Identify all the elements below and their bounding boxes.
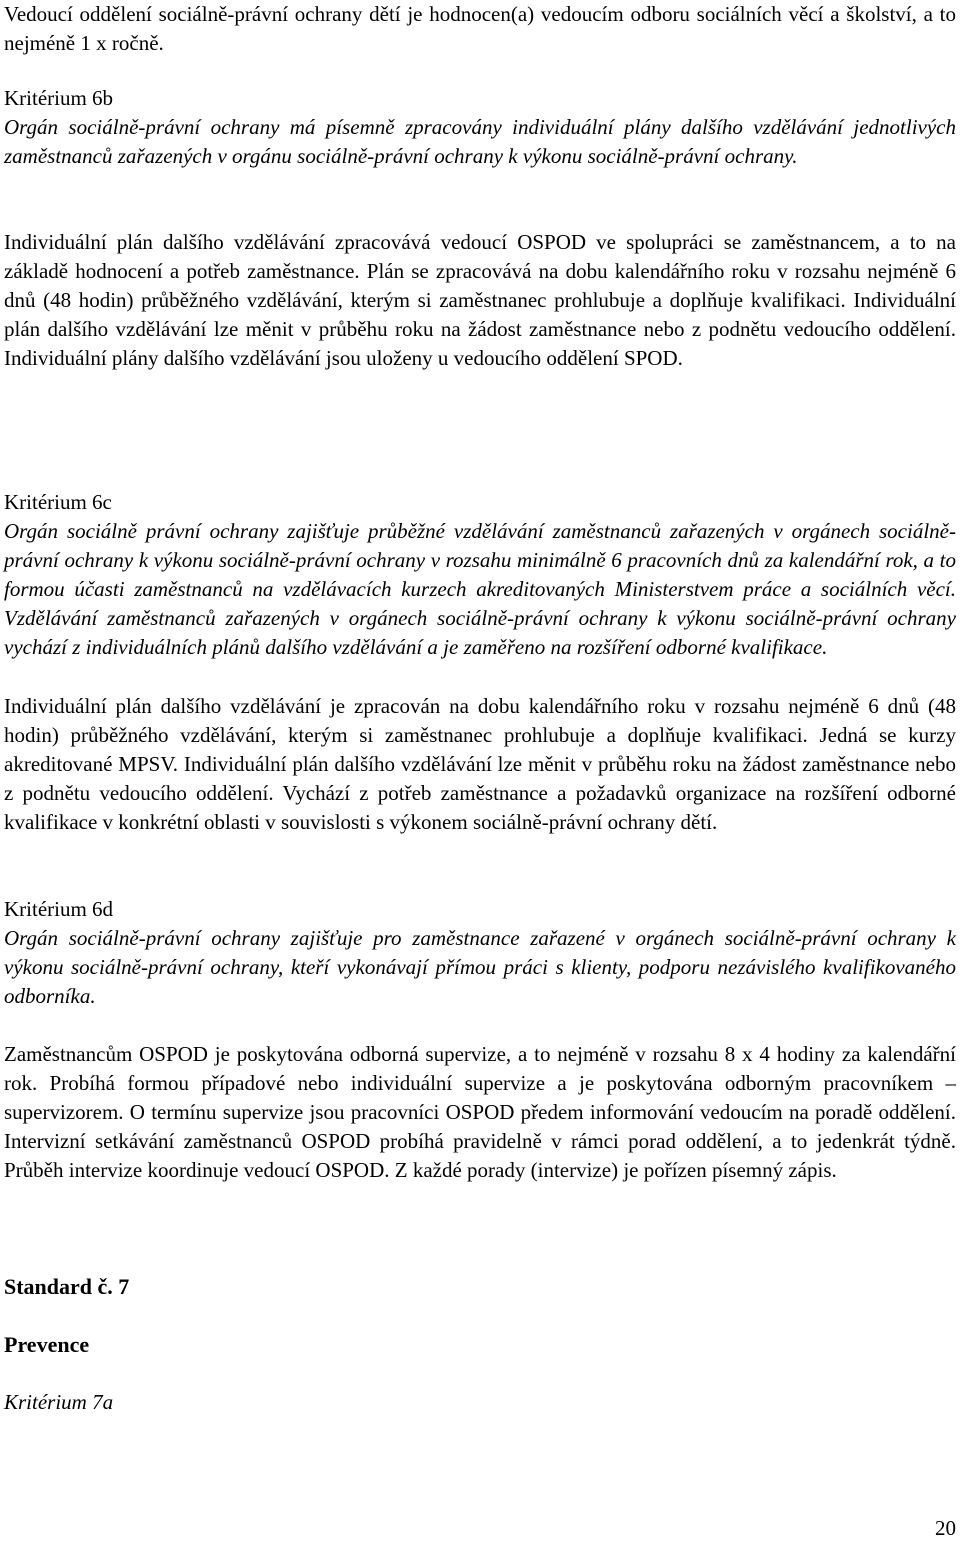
criterion-6d <box>4 895 956 1011</box>
criterion-6d-text: Zaměstnancům OSPOD je poskytována odborná supervize, a to nejméně v rozsahu 8 x 4 hodiny za kalendářní rok. Probíhá formou případové nebo individuální supervize a je poskytována odborným pracovníkem – supervizorem. O termínu supervize jsou pracovníci OSPOD předem informování vedoucím na poradě oddělení. Intervizní setkávání zaměstnanců OSPOD probíhá pravidelně v rámci porad oddělení, a to jedenkrát týdně. Průběh intervize koordinuje vedoucí OSPOD. Z každé porady (intervize) je pořízen písemný zápis. <box>4 1042 956 1182</box>
criterion-6d-statement: Orgán sociálně-právní ochrany zajišťuje pro zaměstnance zařazené v orgánech sociálně-právní ochrany k výkonu sociálně-právní ochrany, kteří vykonávají přímou práci s klienty, podporu nezávislého kvalifikovaného odborníka. <box>4 926 956 1008</box>
criterion-7a-heading: Kritérium 7a <box>4 1390 114 1414</box>
criterion-6d-heading: Kritérium 6d <box>4 897 114 921</box>
criterion-6b <box>4 84 956 171</box>
criterion-6b-heading: Kritérium 6b <box>4 86 114 110</box>
criterion-6c-heading: Kritérium 6c <box>4 490 112 514</box>
page-number: 20 <box>935 1516 956 1540</box>
criterion-6b-statement: Orgán sociálně-právní ochrany má písemně zpracovány individuální plány dalšího vzdělávání jednotlivých zaměstnanců zařazených v orgánu sociálně-právní ochrany k výkonu sociálně-právní ochrany. <box>4 115 956 168</box>
standard-7-heading: Standard č. 7 <box>4 1274 130 1299</box>
prevence-heading: Prevence <box>4 1332 90 1357</box>
criterion-6b-text: Individuální plán dalšího vzdělávání zpracovává vedoucí OSPOD ve spolupráci se zaměstnancem, a to na základě hodnocení a potřeb zaměstnance. Plán se zpracovává na dobu kalendářního roku v rozsahu nejméně 6 dnů (48 hodin) průběžného vzdělávání, kterým si zaměstnanec prohlubuje a doplňuje kvalifikaci. Individuální plán dalšího vzdělávání lze měnit v průběhu roku na žádost zaměstnance nebo z podnětu vedoucího oddělení. Individuální plány dalšího vzdělávání jsou uloženy u vedoucího oddělení SPOD. <box>4 230 956 370</box>
criterion-6c-text: Individuální plán dalšího vzdělávání je zpracován na dobu kalendářního roku v rozsahu nejméně 6 dnů (48 hodin) průběžného vzdělávání, kterým si zaměstnanec prohlubuje a doplňuje kvalifikaci. Jedná se kurzy akreditované MPSV. Individuální plán dalšího vzdělávání lze měnit v průběhu roku na žádost zaměstnance nebo z podnětu vedoucího oddělení. Vychází z potřeb zaměstnance a požadavků organizace na rozšíření odborné kvalifikace v konkrétní oblasti v souvislosti s výkonem sociálně-právní ochrany dětí. <box>4 694 956 834</box>
criterion-6c-statement: Orgán sociálně právní ochrany zajišťuje průběžné vzdělávání zaměstnanců zařazených v orgánech sociálně-právní ochrany k výkonu sociálně-právní ochrany v rozsahu minimálně 6 pracovních dnů za kalendářní rok, a to formou účasti zaměstnanců na vzdělávacích kurzech akreditovaných Ministerstvem práce a sociálních věcí. Vzdělávání zaměstnanců zařazených v orgánech sociálně-právní ochrany k výkonu sociálně-právní ochrany vychází z individuálních plánů dalšího vzdělávání a je zaměřeno na rozšíření odborné kvalifikace. <box>4 519 956 659</box>
criterion-6c <box>4 488 956 662</box>
intro-paragraph: Vedoucí oddělení sociálně-právní ochrany dětí je hodnocen(a) vedoucím odboru sociálních věcí a školství, a to nejméně 1 x ročně. <box>4 2 956 55</box>
